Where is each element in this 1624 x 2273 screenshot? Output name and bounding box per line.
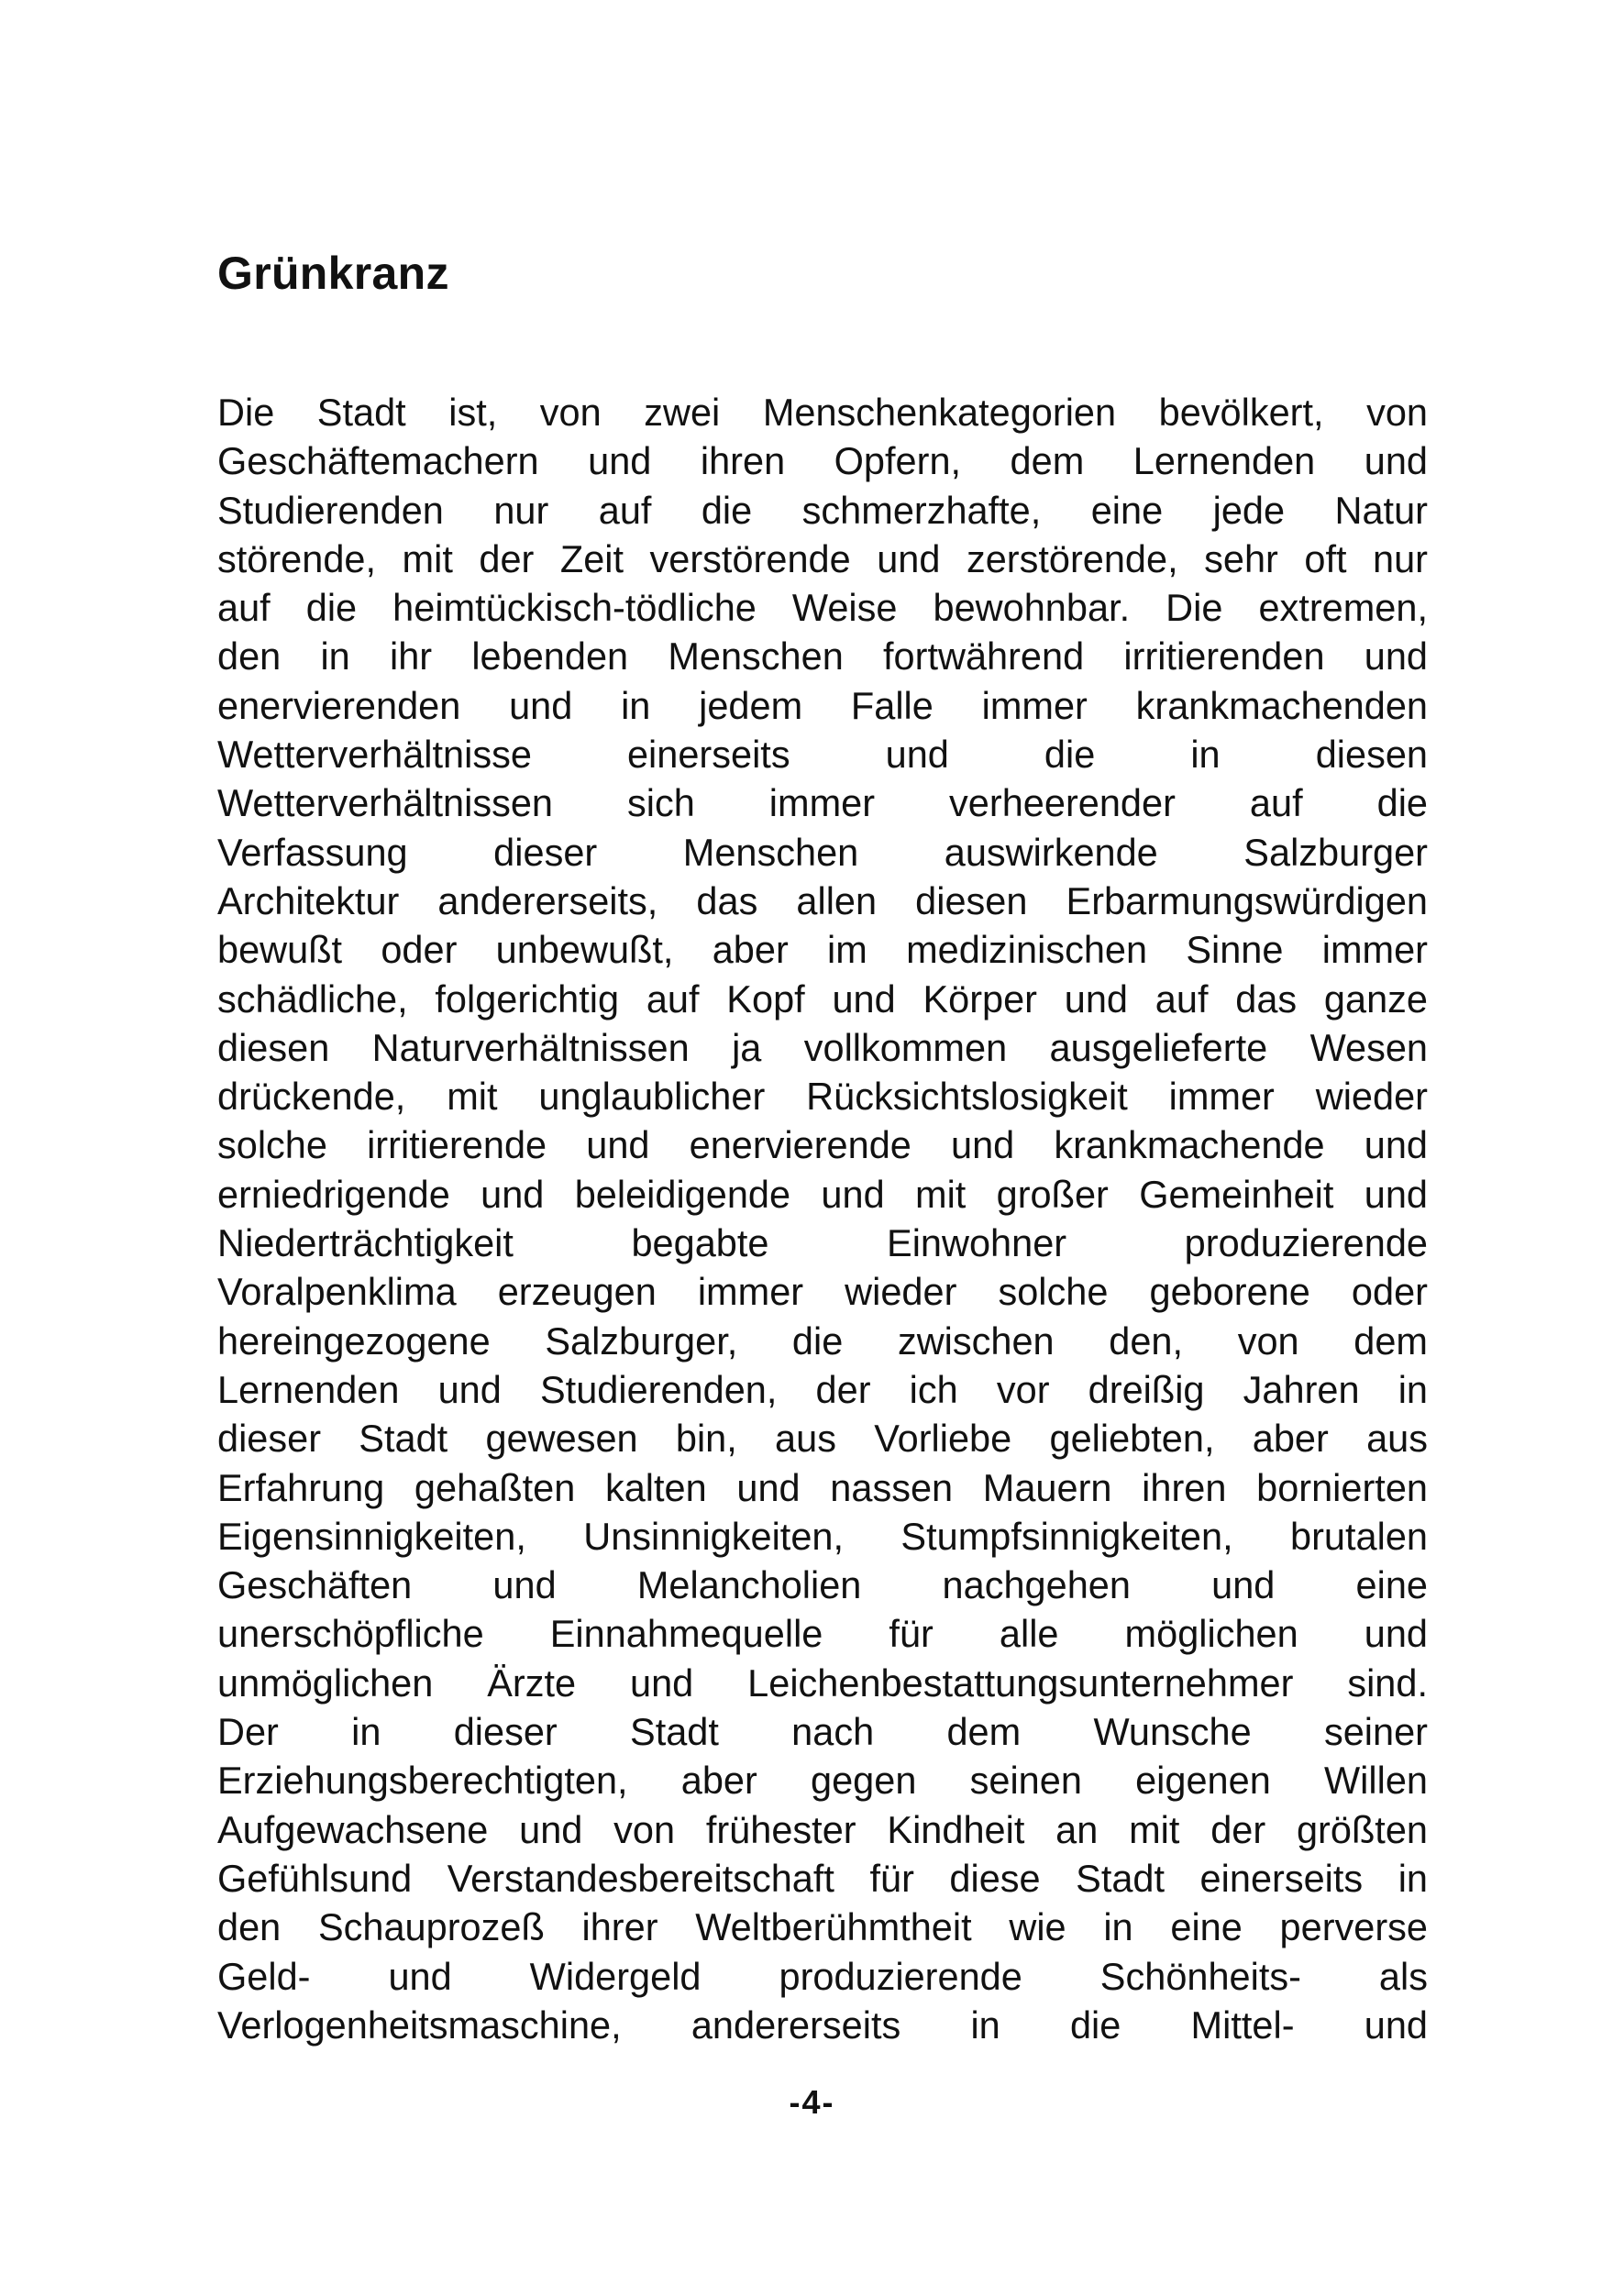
text-line: schädliche, folgerichtig auf Kopf und Körper und auf das ganze (217, 977, 1428, 1021)
text-line: Geld- und Widergeld produzierende Schönheits- als (217, 1954, 1428, 1998)
text-line: Wetterverhältnisse einerseits und die in diesen (217, 733, 1428, 777)
text-line: unmöglichen Ärzte und Leichenbestattungsunternehmer sind. (217, 1661, 1428, 1705)
text-line: Wetterverhältnissen sich immer verheerender auf die (217, 781, 1428, 825)
text-line: Verfassung dieser Menschen auswirkende Salzburger (217, 830, 1428, 874)
text-line: Geschäften und Melancholien nachgehen und eine (217, 1563, 1428, 1607)
text-line: Voralpenklima erzeugen immer wieder solche geborene oder (217, 1270, 1428, 1314)
text-line: Geschäftemachern und ihren Opfern, dem Lernenden und (217, 439, 1428, 483)
text-line: dieser Stadt gewesen bin, aus Vorliebe geliebten, aber aus (217, 1417, 1428, 1461)
text-line: Aufgewachsene und von frühester Kindheit an mit der größten (217, 1807, 1428, 1851)
text-line: Die Stadt ist, von zwei Menschenkategorien bevölkert, von (217, 391, 1428, 434)
text-line: Gefühlsund Verstandesbereitschaft für diese Stadt einerseits in (217, 1856, 1428, 1900)
text-line: drückende, mit unglaublicher Rücksichtslosigkeit immer wieder (217, 1075, 1428, 1119)
text-line: hereingezogene Salzburger, die zwischen den, von dem (217, 1319, 1428, 1363)
text-line: den in ihr lebenden Menschen fortwährend irritierenden und (217, 634, 1428, 679)
text-line: Erziehungsberechtigten, aber gegen seinen eigenen Willen (217, 1759, 1428, 1803)
text-line: solche irritierende und enervierende und krankmachende und (217, 1123, 1428, 1167)
text-line: bewußt oder unbewußt, aber im medizinischen Sinne immer (217, 928, 1428, 972)
text-line: störende, mit der Zeit verstörende und zerstörende, sehr oft nur (217, 536, 1428, 580)
text-line: Niederträchtigkeit begabte Einwohner produzierende (217, 1221, 1428, 1265)
text-line: Erfahrung gehaßten kalten und nassen Mauern ihren bornierten (217, 1465, 1428, 1509)
text-line: Verlogenheitsmaschine, andererseits in die Mittel- und (217, 2003, 1428, 2047)
text-line: Studierenden nur auf die schmerzhafte, eine jede Natur (217, 488, 1428, 532)
page-title: Grünkranz (217, 248, 449, 299)
text-line: unerschöpfliche Einnahmequelle für alle möglichen und (217, 1612, 1428, 1656)
text-line: Lernenden und Studierenden, der ich vor dreißig Jahren in (217, 1367, 1428, 1411)
text-line: auf die heimtückisch-tödliche Weise bewohnbar. Die extremen, (217, 586, 1428, 630)
text-line: diesen Naturverhältnissen ja vollkommen ausgelieferte Wesen (217, 1025, 1428, 1069)
text-line: erniedrigende und beleidigende und mit großer Gemeinheit und (217, 1172, 1428, 1216)
page-number: -4- (789, 2083, 835, 2121)
text-line: Der in dieser Stadt nach dem Wunsche seiner (217, 1710, 1428, 1754)
text-line: Eigensinnigkeiten, Unsinnigkeiten, Stumpfsinnigkeiten, brutalen (217, 1514, 1428, 1558)
body-text (217, 388, 1428, 2049)
text-line: Architektur andererseits, das allen diesen Erbarmungswürdigen (217, 878, 1428, 922)
text-line: enervierenden und in jedem Falle immer krankmachenden (217, 683, 1428, 727)
text-line: den Schauprozeß ihrer Weltberühmtheit wie in eine perverse (217, 1905, 1428, 1949)
